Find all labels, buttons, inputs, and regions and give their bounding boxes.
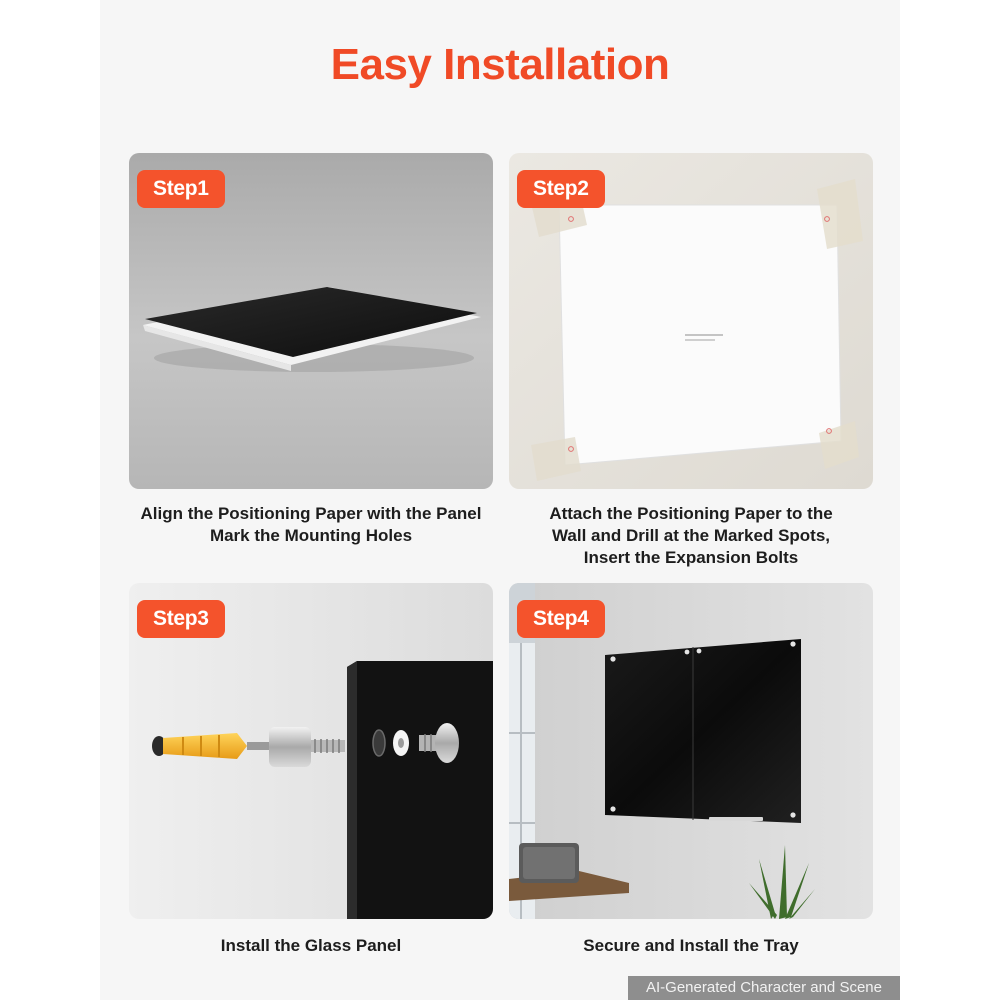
step1-caption-line: Mark the Mounting Holes [209, 526, 413, 545]
step4-badge: Step4 [517, 600, 605, 638]
step4-card [509, 583, 873, 919]
step2-caption-line: Attach the Positioning Paper to the [549, 504, 833, 523]
step4-caption-line: Secure and Install the Tray [583, 936, 799, 955]
step1-caption [121, 503, 501, 547]
step3-card [129, 583, 493, 919]
step2-caption-line: Wall and Drill at the Marked Spots, [551, 526, 831, 545]
step2-caption [501, 503, 881, 569]
step2-caption-line: Insert the Expansion Bolts [583, 548, 799, 567]
step1-badge: Step1 [137, 170, 225, 208]
step3-badge: Step3 [137, 600, 225, 638]
step4-caption [501, 935, 881, 957]
step2-badge: Step2 [517, 170, 605, 208]
step2-card [509, 153, 873, 489]
step1-card [129, 153, 493, 489]
step3-caption-line: Install the Glass Panel [220, 936, 402, 955]
step3-caption [121, 935, 501, 957]
ai-generated-note: AI-Generated Character and Scene [628, 976, 900, 1000]
page-title: Easy Installation [330, 40, 670, 89]
step1-caption-line: Align the Positioning Paper with the Panel [140, 504, 482, 523]
